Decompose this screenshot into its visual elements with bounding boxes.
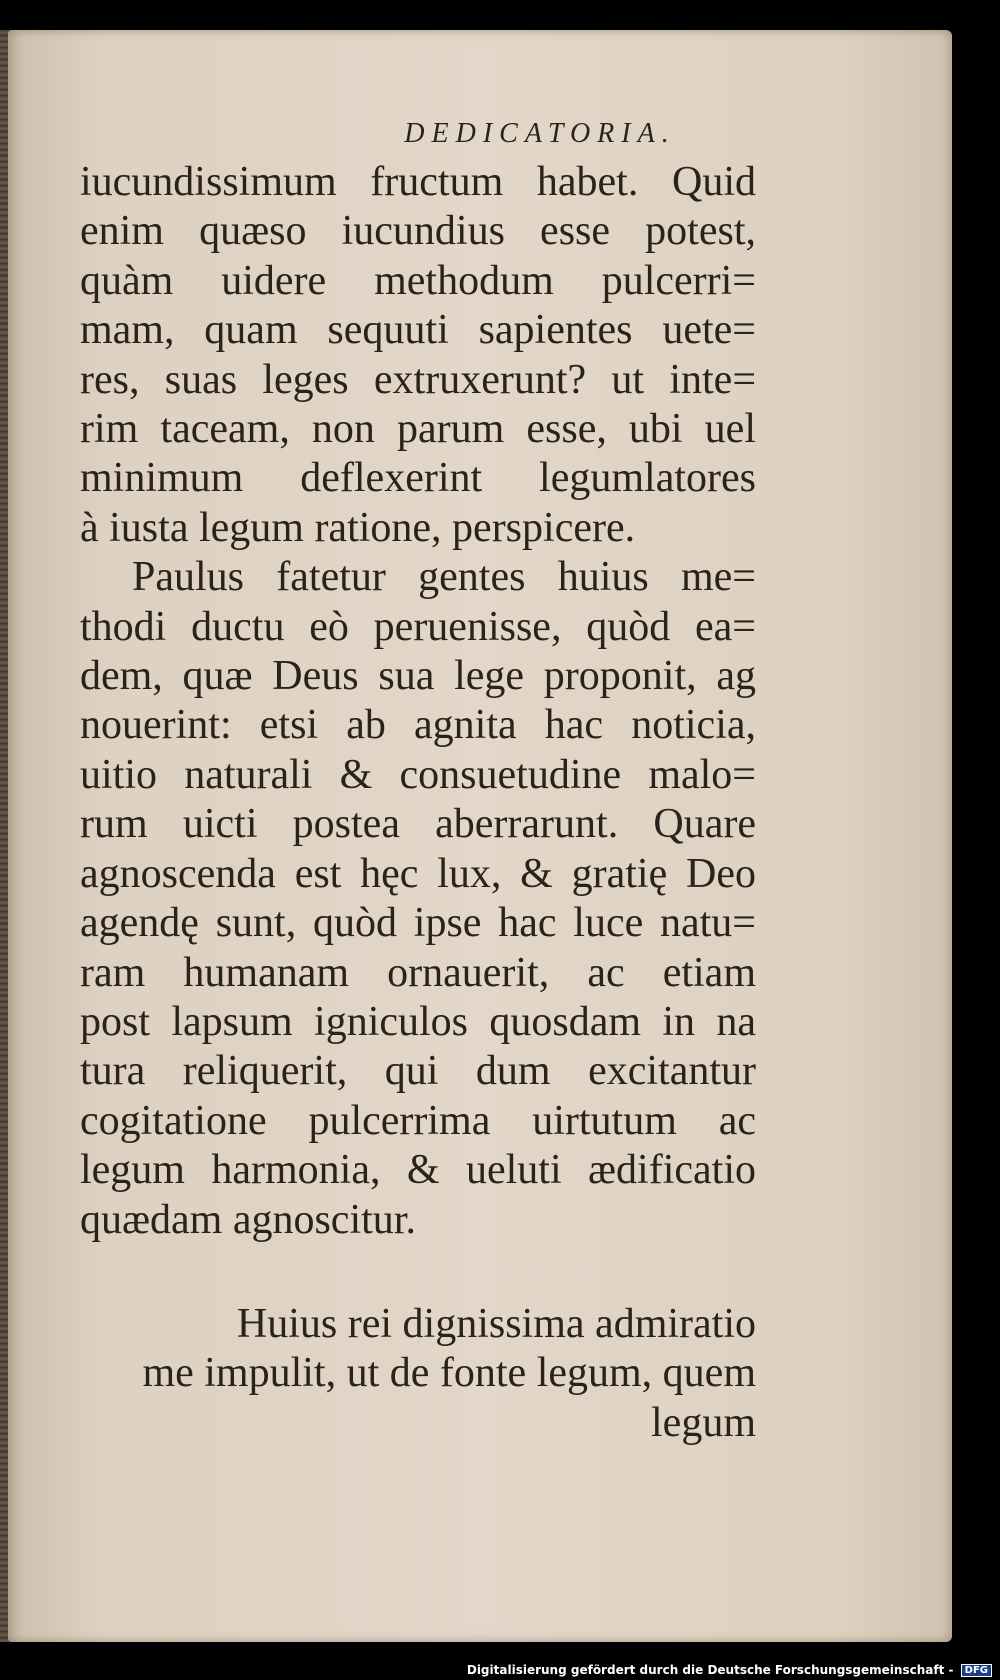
- text-line: Huius rei dignissima admiratio: [236, 1300, 756, 1347]
- text-line: legum harmonia, & ueluti ædificatio: [80, 1147, 756, 1194]
- text-line: Paulus fatetur gentes huius me=: [132, 554, 756, 601]
- text-line: tura reliquerit, qui dum excitantur: [80, 1048, 756, 1095]
- text-line: post lapsum igniculos quosdam in na: [80, 998, 756, 1045]
- text-line: uitio naturali & consuetudine malo=: [80, 751, 756, 798]
- text-line: rim taceam, non parum esse, ubi uel: [80, 406, 756, 453]
- dfg-logo: DFG: [961, 1664, 992, 1677]
- text-line: minimum deflexerint legumlatores: [80, 455, 756, 502]
- text-line: agnoscenda est hęc lux, & gratię Deo: [80, 850, 756, 897]
- text-line: agendę sunt, quòd ipse hac luce natu=: [80, 900, 756, 947]
- paragraph-3: [80, 1300, 756, 1399]
- text-line: à iusta legum ratione, perspicere.: [80, 504, 636, 551]
- text-line: iucundissimum fructum habet. Quid: [80, 159, 756, 205]
- text-line: cogitatione pulcerrima uirtutum ac: [80, 1097, 756, 1144]
- catchword: legum: [651, 1399, 756, 1446]
- body-text: [80, 158, 756, 1448]
- text-line: dem, quæ Deus sua lege proponit, ag: [80, 653, 756, 700]
- text-line: res, suas leges extruxerunt? ut inte=: [80, 356, 756, 403]
- running-head: DEDICATORIA.: [404, 118, 676, 149]
- text-line: rum uicti postea aberrarunt. Quare: [80, 801, 756, 848]
- text-line: me impulit, ut de fonte legum, quem: [142, 1350, 756, 1397]
- paragraph-2: [80, 553, 756, 1245]
- text-line: ram humanam ornauerit, ac etiam: [80, 949, 756, 996]
- credit-text: Digitalisierung gefördert durch die Deutsche Forschungsgemeinschaft -: [466, 1663, 954, 1677]
- text-line: quàm uidere methodum pulcerri=: [80, 257, 756, 304]
- text-line: thodi ductu eò peruenisse, quòd ea=: [80, 603, 756, 650]
- text-line: quædam agnoscitur.: [80, 1196, 416, 1243]
- digitization-credit: [467, 1663, 992, 1677]
- text-line: enim quæso iucundius esse potest,: [80, 208, 756, 255]
- text-line: mam, quam sequuti sapientes uete=: [80, 307, 756, 354]
- text-line: nouerint: etsi ab agnita hac noticia,: [80, 702, 756, 749]
- paragraph-gap: [80, 1245, 756, 1300]
- paragraph-1: [80, 158, 756, 553]
